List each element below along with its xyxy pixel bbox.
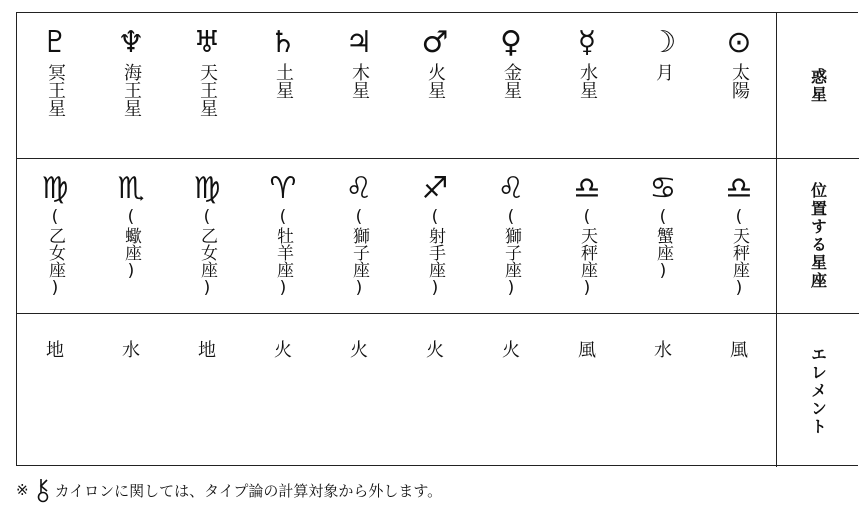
sign-column bbox=[93, 159, 169, 313]
element-value: 地 bbox=[198, 340, 216, 361]
planet-name: 海王星 bbox=[121, 63, 142, 117]
planets-row-header bbox=[777, 13, 859, 159]
planet-column bbox=[549, 13, 625, 158]
element-value: 風 bbox=[730, 340, 748, 361]
element-column bbox=[397, 314, 473, 467]
planet-name: 月 bbox=[653, 63, 674, 81]
planet-column bbox=[17, 13, 93, 158]
planet-symbol-icon: ♂ bbox=[421, 25, 449, 60]
footnote-prefix: ※ bbox=[16, 481, 29, 499]
sign-column bbox=[17, 159, 93, 313]
footnote-text: カイロンに関しては、タイプ論の計算対象から外します。 bbox=[54, 481, 443, 500]
planet-name: 木星 bbox=[349, 63, 370, 99]
planet-column bbox=[473, 13, 549, 158]
planet-column bbox=[169, 13, 245, 158]
sign-name: (獅子座) bbox=[349, 207, 369, 298]
planet-symbol-icon: ♆ bbox=[117, 25, 145, 60]
planet-symbol-icon: ♇ bbox=[41, 25, 69, 60]
sign-name: (乙女座) bbox=[197, 207, 217, 298]
planet-symbol-icon: ♀ bbox=[500, 25, 522, 60]
sign-column bbox=[169, 159, 245, 313]
planet-column bbox=[93, 13, 169, 158]
sign-name: (蠍座) bbox=[121, 207, 141, 281]
element-value: 火 bbox=[502, 340, 520, 361]
element-column bbox=[701, 314, 777, 467]
planet-name: 太陽 bbox=[729, 63, 750, 99]
zodiac-symbol-icon: ♍ bbox=[41, 171, 69, 206]
element-column bbox=[17, 314, 93, 467]
elements-row bbox=[17, 314, 777, 467]
zodiac-symbol-icon: ♏ bbox=[117, 171, 145, 206]
element-column bbox=[169, 314, 245, 467]
sign-column bbox=[625, 159, 701, 313]
astrology-table bbox=[16, 12, 858, 466]
planets-row-label: 惑星 bbox=[808, 67, 828, 104]
sign-column bbox=[549, 159, 625, 313]
sign-name: (獅子座) bbox=[501, 207, 521, 298]
signs-row bbox=[17, 159, 777, 314]
elements-row-label: エレメント bbox=[808, 345, 828, 436]
planet-name: 土星 bbox=[273, 63, 294, 99]
planet-column bbox=[701, 13, 777, 158]
sign-name: (天秤座) bbox=[729, 207, 749, 298]
planet-symbol-icon: ♄ bbox=[269, 25, 297, 60]
element-column bbox=[625, 314, 701, 467]
element-value: 火 bbox=[274, 340, 292, 361]
planet-symbol-icon: ♃ bbox=[345, 25, 373, 60]
planet-column bbox=[321, 13, 397, 158]
zodiac-symbol-icon: ♍ bbox=[193, 171, 221, 206]
element-column bbox=[549, 314, 625, 467]
sign-name: (乙女座) bbox=[45, 207, 65, 298]
sign-column bbox=[321, 159, 397, 313]
zodiac-symbol-icon: ♌ bbox=[345, 171, 373, 206]
planet-name: 冥王星 bbox=[45, 63, 66, 117]
signs-row-header bbox=[777, 159, 859, 314]
sign-name: (牡羊座) bbox=[273, 207, 293, 298]
planet-name: 水星 bbox=[577, 63, 598, 99]
signs-row-label: 位置する星座 bbox=[808, 182, 828, 290]
planet-name: 火星 bbox=[425, 63, 446, 99]
sign-name: (射手座) bbox=[425, 207, 445, 298]
planet-symbol-icon: ☽ bbox=[649, 25, 677, 60]
planet-column bbox=[245, 13, 321, 158]
zodiac-symbol-icon: ♋ bbox=[649, 171, 677, 206]
elements-row-header bbox=[777, 314, 859, 467]
chiron-icon bbox=[33, 477, 53, 503]
planet-name: 天王星 bbox=[197, 63, 218, 117]
planet-column bbox=[625, 13, 701, 158]
element-value: 水 bbox=[654, 340, 672, 361]
planets-row bbox=[17, 13, 777, 159]
planet-symbol-icon: ⊙ bbox=[726, 25, 752, 60]
zodiac-symbol-icon: ♐ bbox=[421, 171, 449, 206]
element-value: 風 bbox=[578, 340, 596, 361]
sign-column bbox=[701, 159, 777, 313]
sign-column bbox=[397, 159, 473, 313]
element-column bbox=[93, 314, 169, 467]
element-column bbox=[473, 314, 549, 467]
sign-column bbox=[245, 159, 321, 313]
planet-column bbox=[397, 13, 473, 158]
element-value: 地 bbox=[46, 340, 64, 361]
zodiac-symbol-icon: ♎ bbox=[725, 171, 753, 206]
footnote bbox=[16, 477, 442, 503]
element-value: 火 bbox=[426, 340, 444, 361]
planet-name: 金星 bbox=[501, 63, 522, 99]
element-value: 火 bbox=[350, 340, 368, 361]
zodiac-symbol-icon: ♈ bbox=[269, 171, 297, 206]
sign-name: (天秤座) bbox=[577, 207, 597, 298]
planet-symbol-icon: ☿ bbox=[577, 25, 597, 60]
sign-name: (蟹座) bbox=[653, 207, 673, 281]
element-column bbox=[245, 314, 321, 467]
zodiac-symbol-icon: ♌ bbox=[497, 171, 525, 206]
sign-column bbox=[473, 159, 549, 313]
element-column bbox=[321, 314, 397, 467]
planet-symbol-icon: ♅ bbox=[193, 25, 221, 60]
zodiac-symbol-icon: ♎ bbox=[573, 171, 601, 206]
element-value: 水 bbox=[122, 340, 140, 361]
